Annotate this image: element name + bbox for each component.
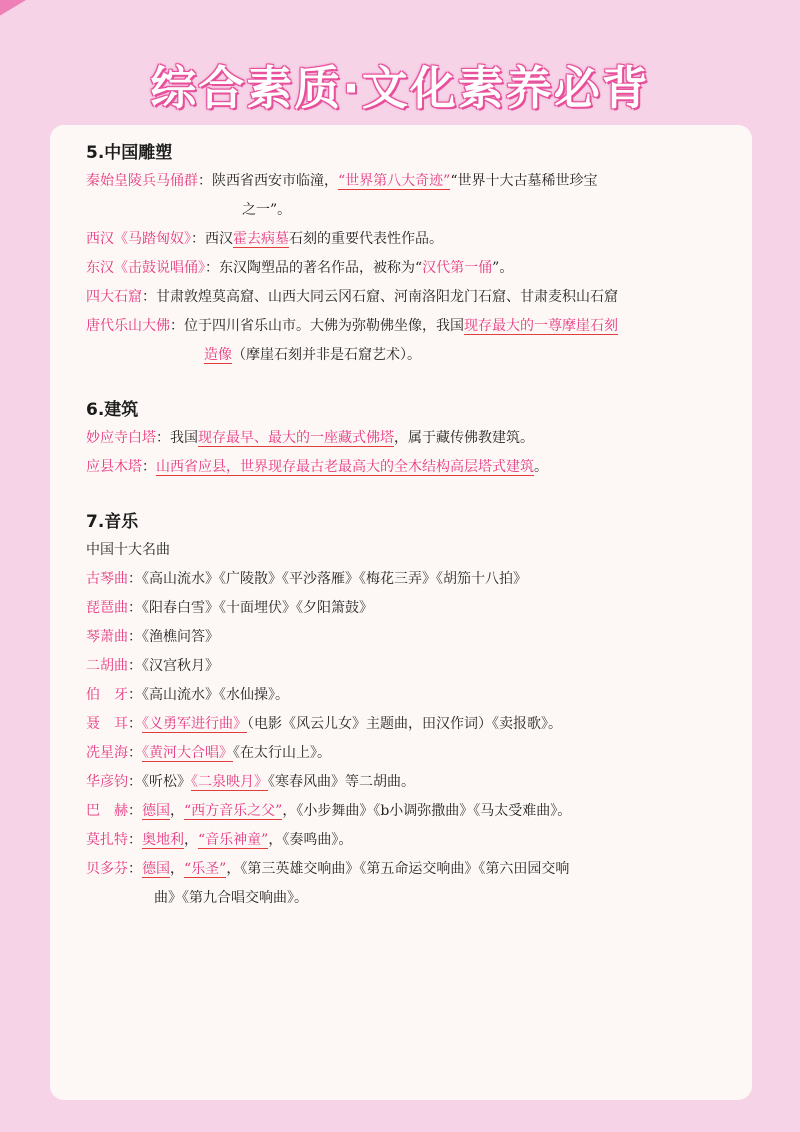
term-label: 唐代乐山大佛: [86, 318, 170, 334]
term-label: 妙应寺白塔: [86, 430, 156, 446]
page-title: 综合素质·文化素养必背: [150, 61, 650, 115]
item-bach: 巴 赫：德国，“西方音乐之父”，《小步舞曲》《b小调弥撒曲》《马太受难曲》。: [86, 803, 572, 819]
item-miaoying-pagoda: 妙应寺白塔：我国现存最早、最大的一座藏式佛塔，属于藏传佛教建筑。: [86, 430, 534, 446]
highlight: “音乐神童”: [198, 832, 269, 848]
section-heading-sculpture: 5.中国雕塑: [86, 143, 173, 163]
highlight: 造像: [204, 347, 232, 363]
item-boya: 伯 牙：《高山流水》《水仙操》。: [86, 687, 289, 703]
term-label: 东汉《击鼓说唱俑》: [86, 260, 205, 276]
item-qinxiao: 琴萧曲：《渔樵问答》: [86, 629, 219, 645]
item-hua-yanjun: 华彦钧：《听松》《二泉映月》《寒春风曲》等二胡曲。: [86, 774, 415, 790]
item-pipa: 琵琶曲：《阳春白雪》《十面埋伏》《夕阳箫鼓》: [86, 600, 373, 616]
corner-ribbon: [0, 0, 196, 47]
subheading-top-ten: 中国十大名曲: [86, 542, 170, 558]
highlight: 《二泉映月》: [191, 774, 268, 790]
item-guqin: 古琴曲：《高山流水》《广陵散》《平沙落雁》《梅花三弄》《胡笳十八拍》: [86, 571, 527, 587]
item-leshan-buddha: 唐代乐山大佛：位于四川省乐山市。大佛为弥勒佛坐像，我国现存最大的一尊摩崖石刻: [86, 318, 618, 334]
highlight: 现存最早、最大的一座藏式佛塔: [198, 430, 394, 446]
term-label: 聂 耳: [86, 716, 128, 732]
item-terracotta-cont: 之一”。: [242, 202, 292, 218]
term-label: 西汉《马踏匈奴》: [86, 231, 191, 247]
highlight: 《黄河大合唱》: [142, 745, 233, 761]
term-label: 秦始皇陵兵马俑群: [86, 173, 198, 189]
item-beethoven: 贝多芬：德国，“乐圣”，《第三英雄交响曲》《第五命运交响曲》《第六田园交响: [86, 861, 570, 877]
term-label: 贝多芬: [86, 861, 128, 877]
highlight: 山西省应县，世界现存最古老最高大的全木结构高层塔式建筑: [156, 459, 534, 475]
content-body: [86, 139, 726, 913]
item-grottoes: 四大石窟：甘肃敦煌莫高窟、山西大同云冈石窟、河南洛阳龙门石窟、甘肃麦积山石窟: [86, 289, 618, 305]
term-label: 巴 赫: [86, 803, 128, 819]
section-heading-music: 7.音乐: [86, 512, 139, 532]
highlight: “乐圣”: [184, 861, 227, 877]
item-drum-figure: 东汉《击鼓说唱俑》：东汉陶塑品的著名作品，被称为“汉代第一俑”。: [86, 260, 514, 276]
highlight: 德国: [142, 861, 170, 877]
highlight: “世界第八大奇迹”: [338, 173, 451, 189]
section-heading-architecture: 6.建筑: [86, 400, 139, 420]
term-label: 冼星海: [86, 745, 128, 761]
term-label: 二胡曲: [86, 658, 128, 674]
term-label: 应县木塔: [86, 459, 142, 475]
term-label: 琵琶曲: [86, 600, 128, 616]
item-leshan-buddha-cont: 造像（摩崖石刻并非是石窟艺术）。: [204, 347, 421, 363]
term-label: 琴萧曲: [86, 629, 128, 645]
highlight: “西方音乐之父”: [184, 803, 283, 819]
term-label: 四大石窟: [86, 289, 142, 305]
highlight: 霍去病墓: [233, 231, 289, 247]
item-horse: 西汉《马踏匈奴》：西汉霍去病墓石刻的重要代表性作品。: [86, 231, 443, 247]
term-label: 华彦钧: [86, 774, 128, 790]
item-erhu: 二胡曲：《汉宫秋月》: [86, 658, 219, 674]
item-terracotta: 秦始皇陵兵马俑群：陕西省西安市临潼，“世界第八大奇迹”“世界十大古墓稀世珍宝: [86, 173, 598, 189]
item-beethoven-cont: 曲》《第九合唱交响曲》。: [154, 890, 308, 906]
term-label: 伯 牙: [86, 687, 128, 703]
term-label: 莫扎特: [86, 832, 128, 848]
highlight: 《义勇军进行曲》: [142, 716, 247, 732]
highlight: 现存最大的一尊摩崖石刻: [464, 318, 618, 334]
item-yingxian-pagoda: 应县木塔：山西省应县，世界现存最古老最高大的全木结构高层塔式建筑。: [86, 459, 548, 475]
highlight: 德国: [142, 803, 170, 819]
item-mozart: 莫扎特：奥地利，“音乐神童”，《奏鸣曲》。: [86, 832, 353, 848]
highlight: 奥地利: [142, 832, 184, 848]
item-xian-xinghai: 冼星海：《黄河大合唱》《在太行山上》。: [86, 745, 331, 761]
term-label: 古琴曲: [86, 571, 128, 587]
item-nie-er: 聂 耳：《义勇军进行曲》（电影《风云儿女》主题曲，田汉作词）《卖报歌》。: [86, 716, 562, 732]
highlight: 汉代第一俑: [422, 260, 493, 276]
content-card: [50, 125, 752, 1100]
